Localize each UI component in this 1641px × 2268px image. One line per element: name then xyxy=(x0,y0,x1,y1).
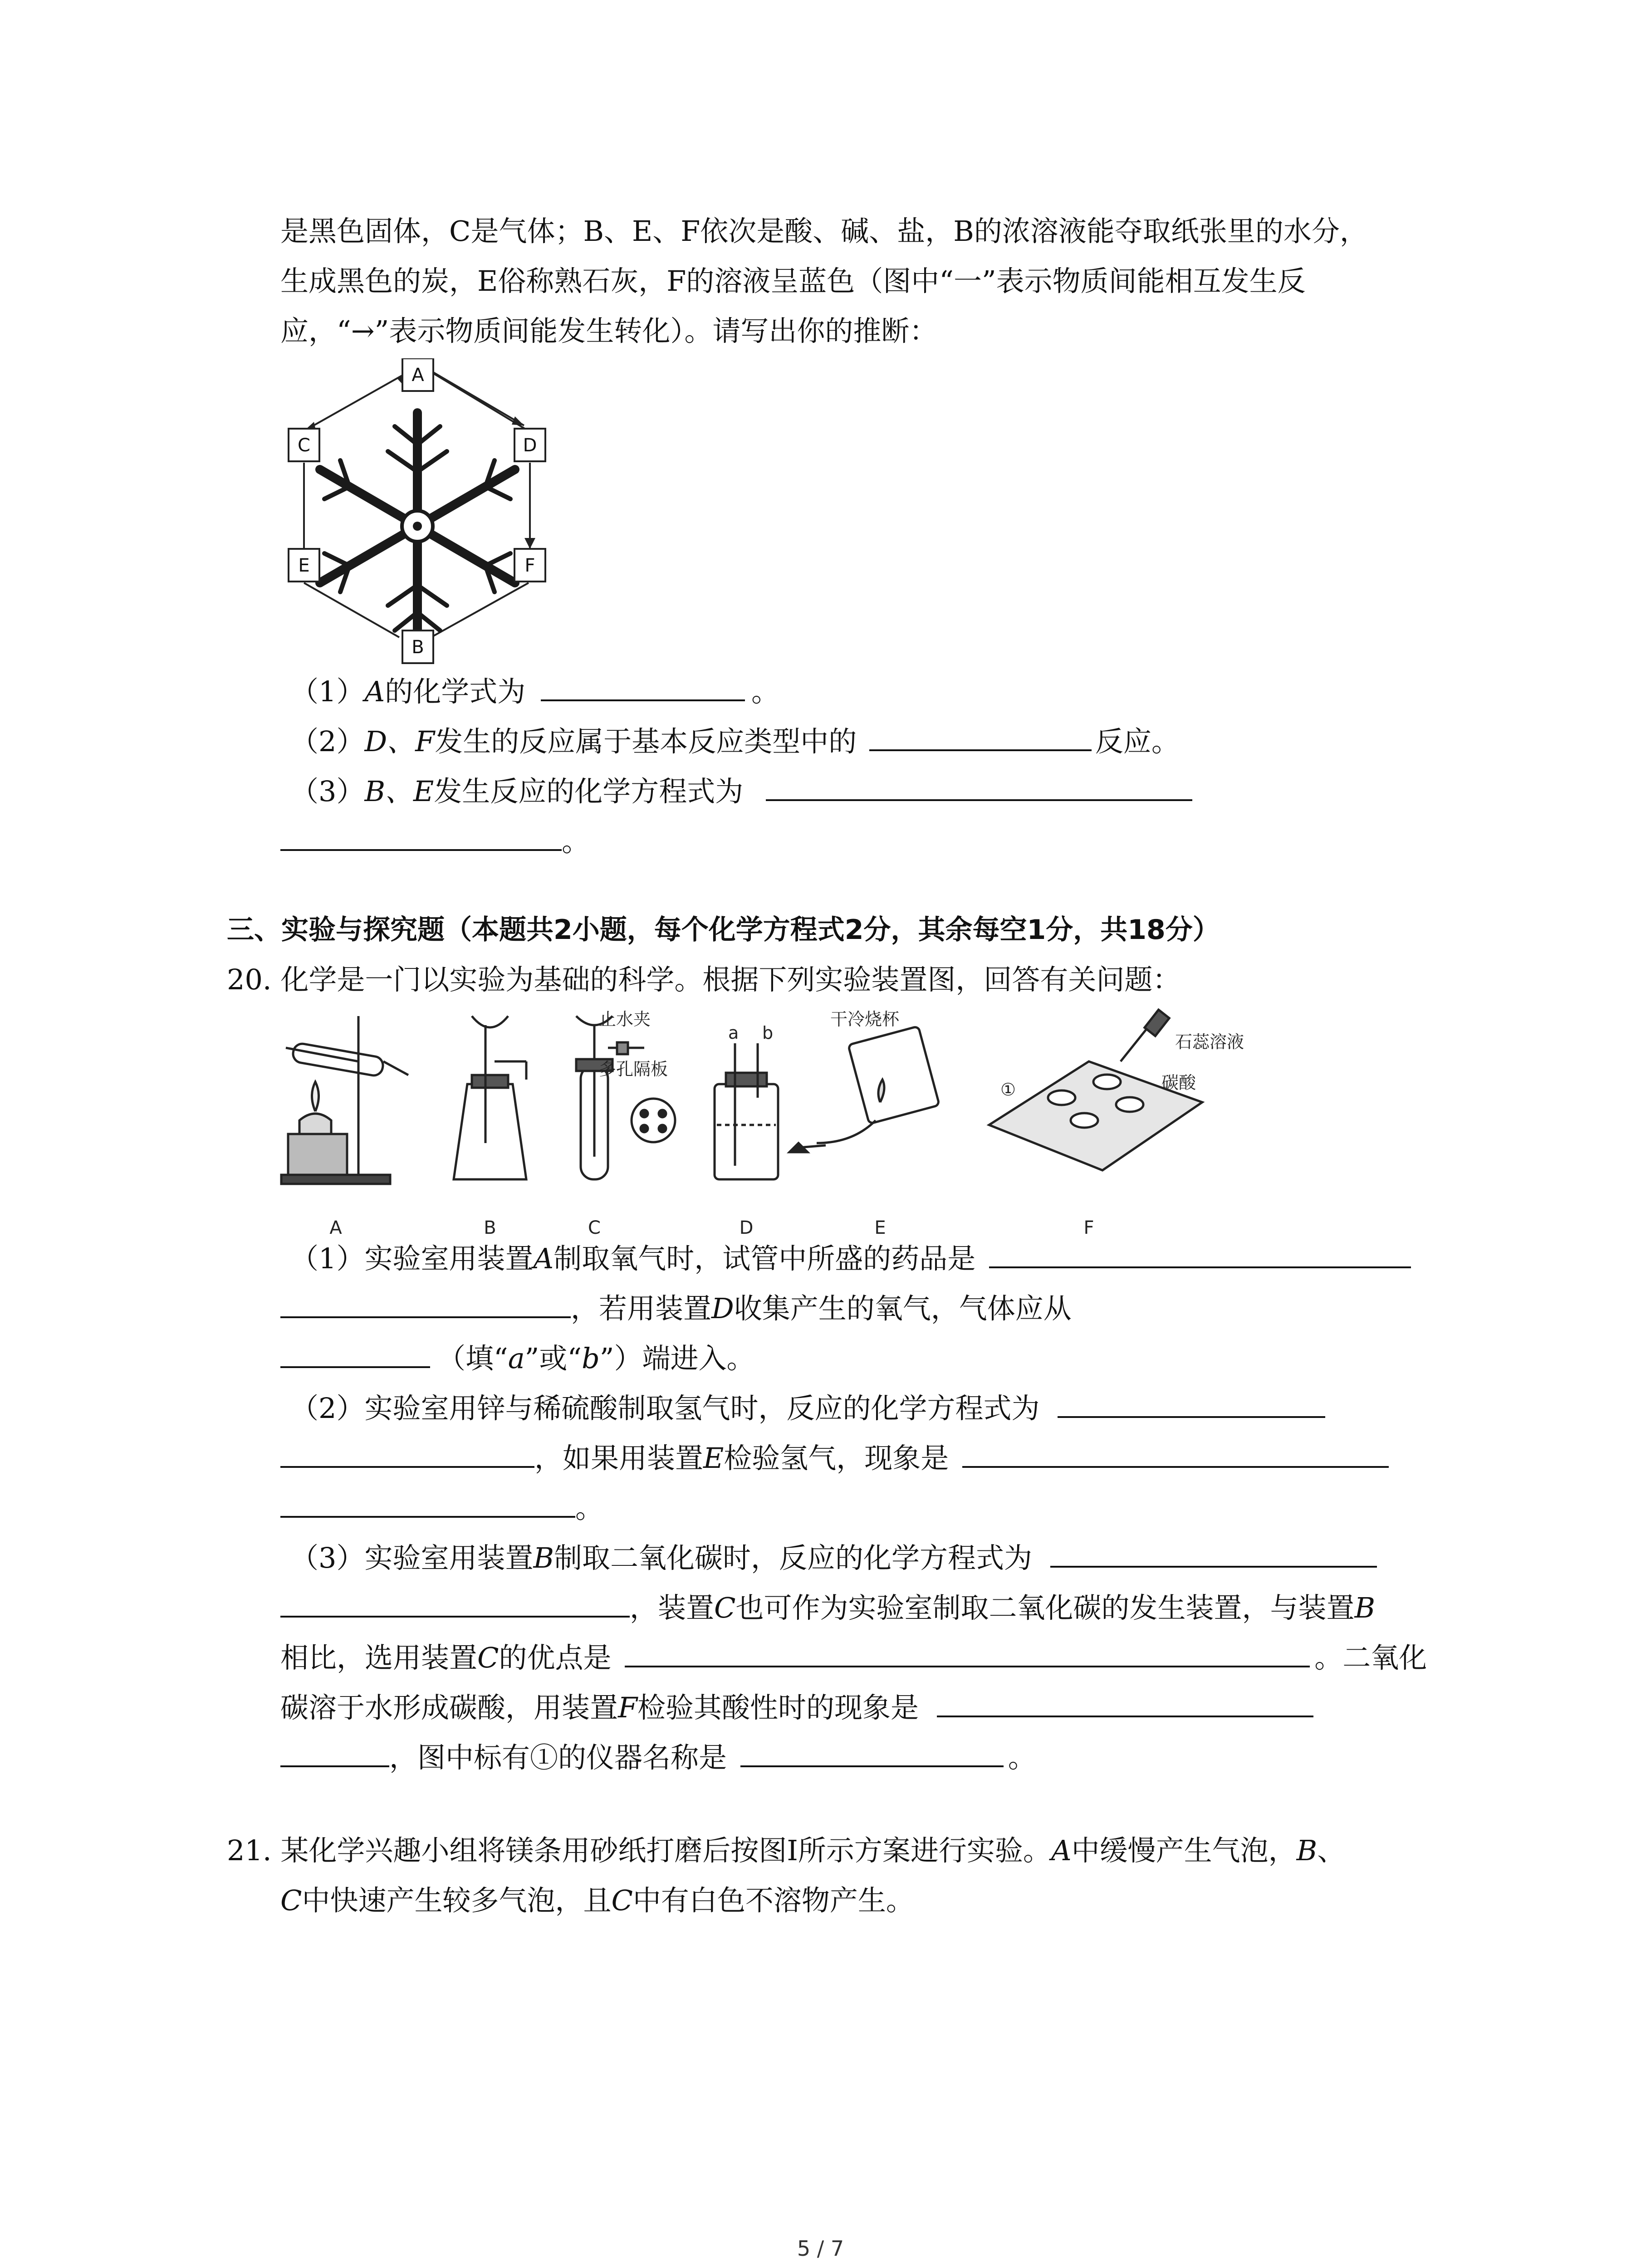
relation-diagram xyxy=(272,358,554,671)
q21-line2: C中快速产生较多气泡，且C中有白色不溶物产生。 xyxy=(280,1884,914,1917)
q19-line-2: 生成黑色的炭，E俗称熟石灰，F的溶液呈蓝色（图中“一”表示物质间能相互发生反 xyxy=(280,264,1306,298)
apparatus-label-a: A xyxy=(329,1217,342,1238)
answer-blank-be-equation[interactable] xyxy=(766,771,1192,801)
answer-blank-advantage[interactable] xyxy=(625,1637,1310,1667)
q20-stem: 20. 化学是一门以实验为基础的科学。根据下列实验装置图，回答有关问题： xyxy=(227,963,1181,996)
q20-p3-line1: （3）实验室用装置B制取二氧化碳时，反应的化学方程式为 xyxy=(290,1538,1377,1576)
annot-circle-one: ① xyxy=(1000,1080,1016,1100)
answer-blank-h2-phenomenon[interactable] xyxy=(962,1438,1389,1468)
page-number: 5 / 7 xyxy=(797,2236,844,2261)
q20-p3-line5: ，图中标有①的仪器名称是 。 xyxy=(280,1737,1036,1776)
q19-sub1: （1）A的化学式为 。 xyxy=(290,671,779,710)
apparatus-a xyxy=(281,1016,408,1184)
annot-porous-plate: 多孔隔板 xyxy=(599,1059,668,1079)
answer-blank-acid-phenomenon-cont[interactable] xyxy=(280,1737,389,1767)
apparatus-figure xyxy=(272,1007,1352,1252)
answer-blank-h2-equation-cont[interactable] xyxy=(280,1438,534,1468)
answer-blank-a-formula[interactable] xyxy=(541,671,745,701)
apparatus-label-c: C xyxy=(588,1217,601,1238)
q20-p3-line4: 碳溶于水形成碳酸，用装置F检验其酸性时的现象是 xyxy=(280,1687,1313,1726)
annot-beaker: 干冷烧杯 xyxy=(830,1009,900,1029)
answer-blank-be-equation-cont[interactable] xyxy=(280,821,562,851)
annot-clamp: 止水夹 xyxy=(599,1009,651,1029)
node-a: A xyxy=(411,365,424,386)
node-f: F xyxy=(524,555,535,576)
apparatus-e xyxy=(789,1026,940,1152)
annot-d-a: a xyxy=(728,1023,739,1043)
node-d: D xyxy=(523,435,537,456)
q20-p2-line3: 。 xyxy=(280,1488,603,1526)
q19-sub3: （3）B、E发生反应的化学方程式为 xyxy=(290,771,1192,810)
answer-blank-o2-reagent-cont[interactable] xyxy=(280,1288,571,1318)
annot-d-b: b xyxy=(762,1023,774,1043)
q20-p1-line1: （1）实验室用装置A制取氧气时，试管中所盛的药品是 xyxy=(290,1238,1411,1277)
answer-blank-h2-phenomenon-cont[interactable] xyxy=(280,1488,575,1518)
annot-carbonic-acid: 碳酸 xyxy=(1161,1073,1196,1093)
q19-sub3-cont: 。 xyxy=(280,821,590,860)
answer-blank-reaction-type[interactable] xyxy=(869,721,1092,751)
apparatus-label-e: E xyxy=(874,1217,886,1238)
apparatus-d xyxy=(715,1043,778,1179)
apparatus-b xyxy=(454,1016,526,1179)
node-c: C xyxy=(298,435,310,456)
answer-blank-co2-equation-cont[interactable] xyxy=(280,1588,630,1618)
q20-p2-line2: ，如果用装置E检验氢气，现象是 xyxy=(280,1438,1389,1476)
apparatus-c xyxy=(576,1016,675,1179)
q20-p3-line3: 相比，选用装置C的优点是 。二氧化 xyxy=(280,1637,1427,1676)
q20-p3-line2: ，装置C也可作为实验室制取二氧化碳的发生装置，与装置B xyxy=(280,1588,1375,1626)
q19-sub2: （2）D、F发生的反应属于基本反应类型中的 反应。 xyxy=(290,721,1180,760)
answer-blank-inlet[interactable] xyxy=(280,1338,430,1368)
q20-p2-line1: （2）实验室用锌与稀硫酸制取氢气时，反应的化学方程式为 xyxy=(290,1388,1325,1427)
q21-line1: 21. 某化学兴趣小组将镁条用砂纸打磨后按图Ⅰ所示方案进行实验。A中缓慢产生气泡，B、 xyxy=(227,1834,1346,1867)
apparatus-label-b: B xyxy=(484,1217,496,1238)
answer-blank-o2-reagent[interactable] xyxy=(989,1238,1411,1268)
node-e: E xyxy=(298,555,310,576)
apparatus-label-d: D xyxy=(739,1217,754,1238)
q20-p1-line3: （填“a”或“b”）端进入。 xyxy=(280,1338,754,1377)
q19-line-3: 应，“→”表示物质间能发生转化）。请写出你的推断： xyxy=(280,314,938,347)
q19-line-1: 是黑色固体，C是气体；B、E、F依次是酸、碱、盐，B的浓溶液能夺取纸张里的水分， xyxy=(280,215,1368,248)
answer-blank-acid-phenomenon[interactable] xyxy=(937,1687,1313,1717)
section-title: 三、实验与探究题（本题共2小题，每个化学方程式2分，其余每空1分，共18分） xyxy=(227,914,1220,946)
annot-litmus: 石蕊溶液 xyxy=(1175,1032,1244,1052)
q20-p1-line2: ，若用装置D收集产生的氧气，气体应从 xyxy=(280,1288,1072,1327)
answer-blank-co2-equation[interactable] xyxy=(1050,1538,1377,1568)
answer-blank-h2-equation[interactable] xyxy=(1058,1388,1325,1418)
answer-blank-instrument-name[interactable] xyxy=(740,1737,1004,1767)
node-b: B xyxy=(411,637,424,658)
apparatus-label-f: F xyxy=(1083,1217,1094,1238)
